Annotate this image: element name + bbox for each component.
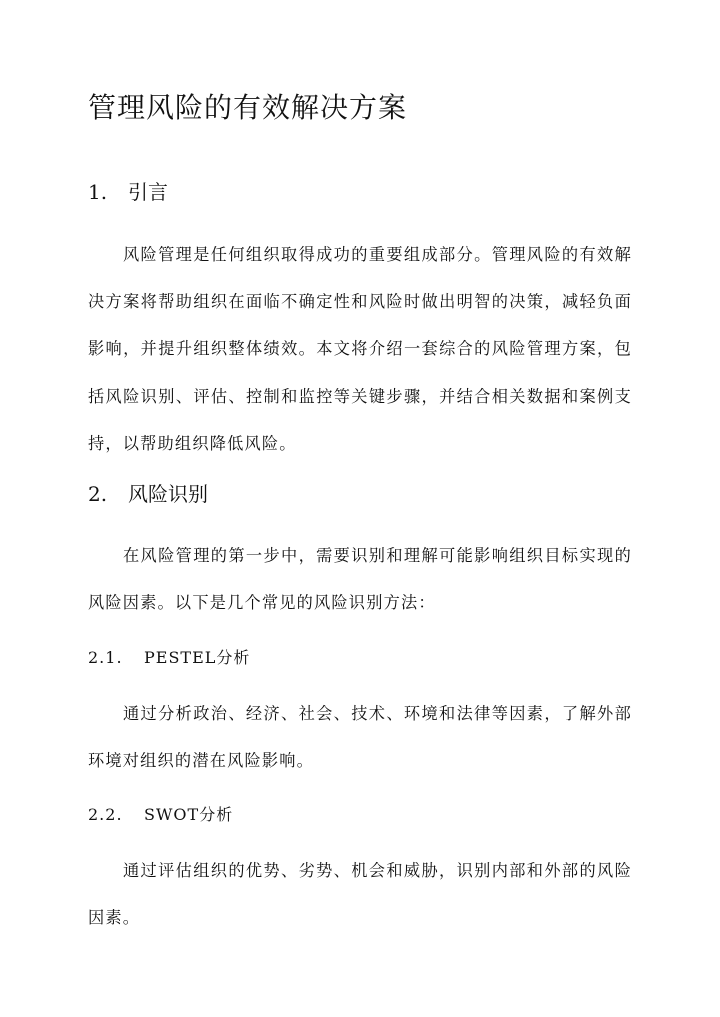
swot-paragraph: 通过评估组织的优势、劣势、机会和威胁，识别内部和外部的风险因素。 xyxy=(88,861,632,928)
pestel-paragraph: 通过分析政治、经济、社会、技术、环境和法律等因素，了解外部环境对组织的潜在风险影响。 xyxy=(88,704,632,771)
section-number: 2. xyxy=(88,482,108,506)
section-number: 1. xyxy=(88,180,108,204)
subsection-number: 2.1. xyxy=(88,648,123,667)
section-heading-intro xyxy=(88,176,168,205)
risk-identification-paragraph: 在风险管理的第一步中，需要识别和理解可能影响组织目标实现的风险因素。以下是几个常见的风险识别方法： xyxy=(88,546,632,613)
subsection-heading-pestel xyxy=(88,645,250,668)
intro-paragraph: 风险管理是任何组织取得成功的重要组成部分。管理风险的有效解决方案将帮助组织在面临不确定性和风险时做出明智的决策，减轻负面影响，并提升组织整体绩效。本文将介绍一套综合的风险管理方案，包括风险识别、评估、控制和监控等关键步骤，并结合相关数据和案例支持，以帮助组织降低风险。 xyxy=(88,245,632,453)
section-title: 风险识别 xyxy=(128,482,208,506)
subsection-title: PESTEL分析 xyxy=(144,648,251,667)
subsection-number: 2.2. xyxy=(88,805,123,824)
section-heading-risk-identification xyxy=(88,478,208,507)
section-title: 引言 xyxy=(128,180,168,204)
subsection-title: SWOT分析 xyxy=(144,805,234,824)
subsection-heading-swot xyxy=(88,802,233,825)
document-title: 管理风险的有效解决方案 xyxy=(88,91,408,124)
